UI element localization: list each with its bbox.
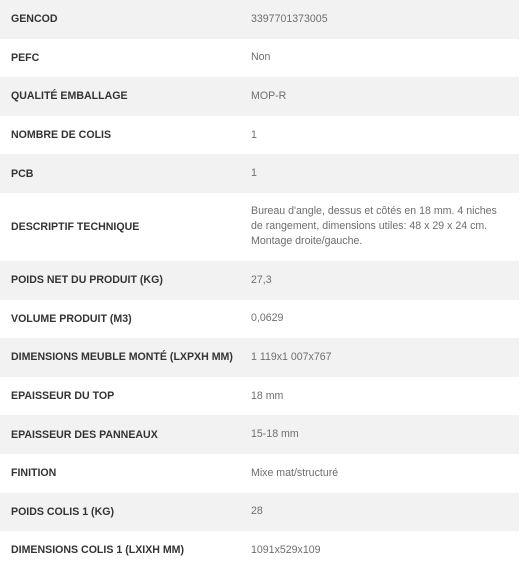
spec-label: PEFC: [11, 51, 40, 64]
spec-label: EPAISSEUR DES PANNEAUX: [11, 428, 158, 441]
spec-row-epaisseur-top: [0, 377, 519, 416]
spec-row-pcb: [0, 154, 519, 193]
spec-row-descriptif-technique: [0, 193, 519, 261]
spec-label: POIDS COLIS 1 (KG): [11, 505, 115, 518]
spec-row-gencod: [0, 0, 519, 39]
spec-label: EPAISSEUR DU TOP: [11, 390, 115, 403]
spec-row-nombre-de-colis: [0, 116, 519, 155]
spec-label: NOMBRE DE COLIS: [11, 129, 112, 142]
spec-label: GENCOD: [11, 13, 58, 26]
spec-label: PCB: [11, 167, 34, 180]
spec-value: 1: [251, 128, 257, 141]
spec-value: 1 119x1 007x767: [251, 350, 332, 363]
spec-label: DIMENSIONS MEUBLE MONTÉ (LXPXH MM): [11, 351, 233, 364]
spec-value: MOP-R: [251, 89, 287, 102]
spec-value: 18 mm: [251, 389, 284, 402]
spec-row-epaisseur-panneaux: [0, 415, 519, 454]
spec-value: 3397701373005: [251, 12, 328, 25]
spec-value: Mixe mat/structuré: [251, 466, 339, 479]
spec-value: Non: [251, 51, 271, 64]
spec-value: Bureau d'angle, dessus et côtés en 18 mm. 4 niches de rangement, dimensions utiles: 48 x 29 x 24 cm. Montage droite/gauche.: [251, 205, 497, 248]
spec-value: 0,0629: [251, 312, 284, 325]
spec-row-dimensions-colis-1: [0, 531, 519, 570]
spec-row-qualite-emballage: [0, 77, 519, 116]
spec-value: 28: [251, 505, 263, 518]
spec-label: DESCRIPTIF TECHNIQUE: [11, 220, 140, 233]
spec-row-finition: [0, 454, 519, 493]
spec-value: 15-18 mm: [251, 428, 299, 441]
spec-label: VOLUME PRODUIT (M3): [11, 312, 132, 325]
spec-row-dimensions-meuble: [0, 338, 519, 377]
spec-value: 27,3: [251, 273, 272, 286]
spec-row-poids-colis-1: [0, 493, 519, 532]
spec-label: FINITION: [11, 467, 57, 480]
spec-label: DIMENSIONS COLIS 1 (LXIXH MM): [11, 544, 185, 557]
spec-value: 1091x529x109: [251, 543, 321, 556]
spec-row-poids-net: [0, 261, 519, 300]
spec-label: POIDS NET DU PRODUIT (KG): [11, 274, 163, 287]
spec-label: QUALITÉ EMBALLAGE: [11, 90, 128, 103]
spec-value: 1: [251, 167, 257, 180]
spec-row-volume-produit: [0, 300, 519, 339]
spec-row-pefc: [0, 39, 519, 78]
